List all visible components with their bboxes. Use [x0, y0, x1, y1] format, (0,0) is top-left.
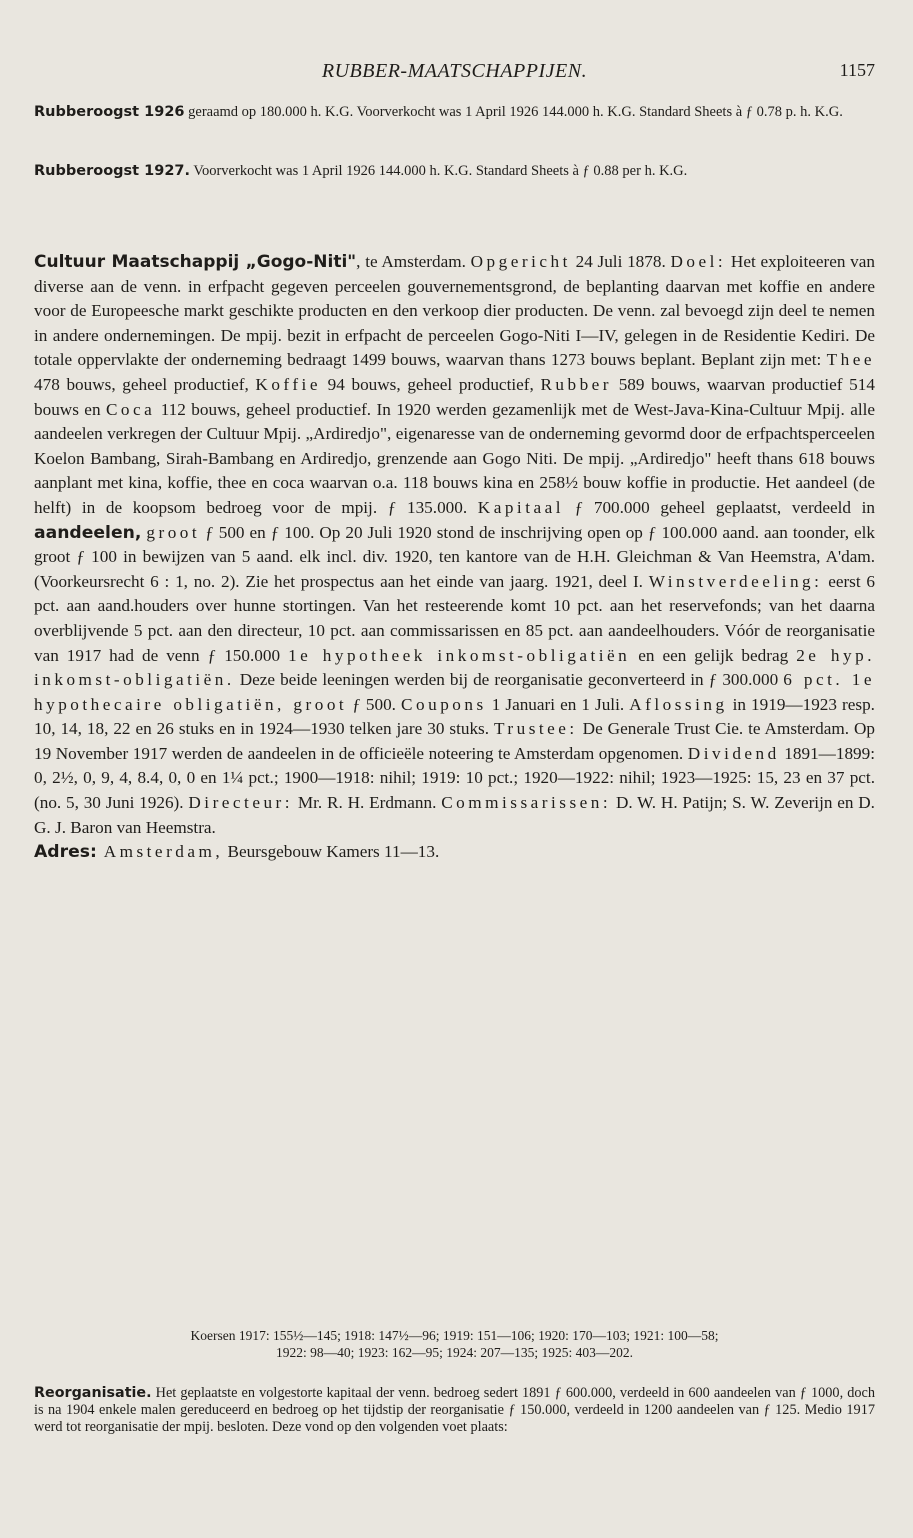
text-run: ƒ 700.000 geheel geplaatst, verdeeld in [564, 497, 875, 517]
label-aflossing: Aflossing [629, 694, 728, 714]
text-run: in 1919—1923 resp. 10, 14, 18, 22 en 26 stuks en in 1924—1930 telken jare 30 stuks. [34, 694, 875, 739]
label-thee: Thee [826, 350, 875, 370]
reorganisation-note [34, 1385, 875, 1436]
text-run: 1891—1899: 0, 2½, 0, 9, 4, 8.4, 0, 0 en 1¼ pct.; 1900—1918: nihil; 1919: 10 pct.; 1920—1922: nihil; 1923—1925: 15, 23 en 37 pct. (no. 5, 30 Juni 1926). [34, 743, 875, 813]
harvest-1927-entry [34, 162, 875, 180]
company-name: Cultuur Maatschappij „Gogo-Niti" [34, 252, 357, 272]
label-hypotheek-2: 2e hyp. inkomst-obligatiën. [34, 645, 875, 690]
harvest-1926-text: geraamd op 180.000 h. K.G. Voorverkocht was 1 April 1926 144.000 h. K.G. Standard Sheets à ƒ 0.78 p. h. K.G. [184, 104, 843, 120]
reorganisation-label: Reorganisatie. [34, 1385, 152, 1401]
label-coupons: Coupons [401, 694, 487, 714]
harvest-1927-text: Voorverkocht was 1 April 1926 144.000 h. K.G. Standard Sheets à ƒ 0.88 per h. K.G. [190, 163, 688, 179]
company-address [34, 840, 875, 865]
text-run: Deze beide leeningen werden bij de reorganisatie geconverteerd in ƒ 300.000 [234, 670, 784, 690]
address-city: Amsterdam, [96, 842, 224, 862]
address-rest: Beursgebouw Kamers 11—13. [223, 842, 440, 862]
label-directeur: Directeur: [188, 793, 294, 813]
harvest-1926-entry [34, 103, 875, 121]
label-hypothecaire: 6 pct. 1e hypothecaire obligatiën, groot [34, 670, 875, 714]
label-winstverdeeling: Winstverdeeling: [648, 571, 823, 591]
label-dividend: Dividend [687, 743, 780, 763]
price-history-line-1: Koersen 1917: 155½—145; 1918: 147½—96; 1919: 151—106; 1920: 170—103; 1921: 100—58; [190, 1328, 719, 1343]
text-run: ƒ 500 en ƒ 100. Op 20 Juli 1920 stond de inschrijving open op ƒ 100.000 aand. aan toonder, elk groot ƒ 100 in bewijzen van 5 aand. elk incl. div. 1920, ten kantore van de H.H. Gleichman & Van Heemstra, A'dam. (Voorkeursrecht 6 : 1, no. 2). Zie het prospectus aan het einde van jaarg. 1921, deel I. [34, 522, 875, 591]
text-run: 112 bouws, geheel productief. In 1920 werden gezamenlijk met de West-Java-Kina-Cultuur Mpij. alle aandeelen verkregen der Cultuur Mpij. „Ardiredjo", eigenaresse van de onderneming gevormd door de erfpachtsperceelen Koelon Bambang, Sirah-Bambang en Ardiredjo, grenzende aan Gogo Niti. De mpij. „Ardiredjo" heeft thans 618 bouws aanplant met kina, koffie, thee en coca waarvan o.a. 118 bouws kina en 258½ bouw koffie in productie. Het aandeel (de helft) in de koopsom bedroeg voor de mpij. ƒ 135.000. [34, 399, 876, 517]
text-run: , te Amsterdam. [356, 252, 471, 271]
label-commissarissen: Commissarissen: [441, 793, 612, 813]
text-run: 94 bouws, geheel productief, [320, 374, 541, 394]
text-run: 1 Januari en 1 Juli. [486, 694, 630, 714]
label-adres: Adres: [34, 842, 97, 863]
label-doel: Doel: [670, 252, 727, 271]
text-run: 24 Juli 1878. [570, 252, 671, 271]
harvest-1927-label: Rubberoogst 1927. [34, 163, 191, 179]
harvest-1926-label: Rubberoogst 1926 [34, 104, 185, 120]
reorganisation-text: Het geplaatste en volgestorte kapitaal der venn. bedroeg sedert 1891 ƒ 600.000, verdeeld in 600 aandeelen van ƒ 1000, doch is na 1904 enkele malen gereduceerd en bedroeg op het tijdstip der reorganisatie ƒ 150.000, verdeeld in 1200 aandeelen van ƒ 125. Medio 1917 werd tot reorganisatie der mpij. besloten. Deze vond op den volgenden voet plaats: [34, 1385, 875, 1435]
label-hypotheek-1: 1e hypotheek inkomst-obligatiën [288, 645, 631, 665]
label-coca: Coca [105, 399, 156, 419]
label-kapitaal: Kapitaal [477, 497, 564, 517]
company-article [34, 250, 875, 865]
text-run: eerst 6 pct. aan aand.houders over hunne stortingen. Van het resteerende komt 10 pct. aan het reservefonds; van het daarna overblijvende 5 pct. aan den directeur, 10 pct. aan commissarissen en 85 pct. aan aandeelhouders. Vóór de reorganisatie van 1917 had de venn ƒ 150.000 [34, 571, 875, 665]
text-run: Mr. R. H. Erdmann. [293, 793, 442, 813]
page-header [34, 60, 875, 90]
label-aandeelen: aandeelen, [34, 522, 142, 543]
text-run: De Generale Trust Cie. te Amsterdam. Op 19 November 1917 werden de aandeelen in de officieële noteering te Amsterdam opgenomen. [34, 719, 875, 763]
company-body [34, 250, 875, 840]
price-history-line-2: 1922: 98—40; 1923: 162—95; 1924: 207—135; 1925: 403—202. [275, 1345, 633, 1360]
text-run: 478 bouws, geheel productief, [34, 374, 256, 394]
label-groot: groot [146, 522, 201, 542]
label-koffie: Koffie [255, 374, 321, 394]
page-number: 1157 [839, 60, 875, 80]
text-run: Het exploiteeren van diverse aan de venn. in erfpacht gegeven perceelen gouvernementsgrond, de beplanting daarvan met koffie en andere voor de Europeesche markt geschikte producten en den verkoop dier producten. De venn. zal bevoegd zijn deel te nemen in andere ondernemingen. De mpij. bezit in erfpacht de perceelen Gogo-Niti I—IV, gelegen in de Residentie Kediri. De totale oppervlakte der onderneming bedraagt 1499 bouws, waarvan thans 1273 bouws beplant. Beplant zijn met: [34, 252, 875, 370]
running-title: RUBBER-MAATSCHAPPIJEN. [321, 60, 588, 82]
text-run: 589 bouws, waarvan productief 514 bouws en [34, 374, 875, 419]
label-opgericht: Opgericht [470, 252, 571, 271]
label-trustee: Trustee: [494, 719, 578, 739]
price-history [34, 1327, 875, 1361]
text-run: D. W. H. Patijn; S. W. Zeverijn en D. G. J. Baron van Heemstra. [34, 793, 875, 837]
text-run: en een gelijk bedrag [630, 645, 797, 665]
label-rubber: Rubber [540, 374, 613, 394]
text-run: ƒ 500. [347, 694, 402, 714]
